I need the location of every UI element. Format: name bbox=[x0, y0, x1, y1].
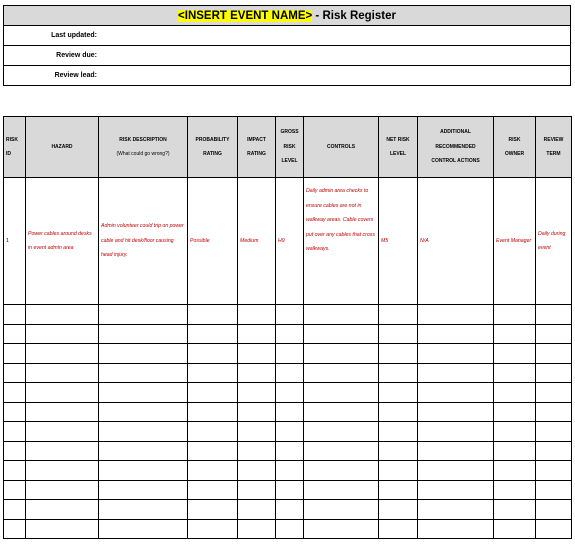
column-header-risk-id bbox=[4, 117, 26, 178]
header-line: HAZARD bbox=[51, 143, 73, 150]
empty-cell[interactable] bbox=[276, 403, 304, 422]
empty-cell[interactable] bbox=[276, 461, 304, 481]
cell-description[interactable]: Admin volunteer could trip on power cable and hit desk/floor causing head injury. bbox=[99, 178, 188, 305]
empty-cell[interactable] bbox=[418, 403, 494, 422]
header-line: NET RISK bbox=[386, 136, 410, 143]
empty-cell[interactable] bbox=[536, 520, 572, 539]
cell-risk-id[interactable]: 1 bbox=[4, 178, 26, 305]
empty-cell[interactable] bbox=[26, 383, 99, 403]
document-title bbox=[4, 6, 571, 26]
empty-cell[interactable] bbox=[536, 461, 572, 481]
header-line: CONTROLS bbox=[326, 143, 356, 150]
empty-cell[interactable] bbox=[238, 500, 276, 520]
empty-cell[interactable] bbox=[99, 520, 188, 539]
review-lead-field[interactable] bbox=[4, 66, 571, 86]
empty-cell[interactable] bbox=[188, 500, 238, 520]
empty-cell[interactable] bbox=[4, 344, 26, 364]
empty-cell[interactable] bbox=[4, 481, 26, 500]
empty-risk-row bbox=[4, 500, 572, 520]
empty-risk-row bbox=[4, 481, 572, 500]
empty-cell[interactable] bbox=[536, 500, 572, 520]
empty-cell[interactable] bbox=[494, 403, 536, 422]
cell-controls[interactable]: Daily admin area checks to ensure cables are not in walkway areas. Cable covers put over any cables that cross walkways. bbox=[304, 178, 379, 305]
empty-cell[interactable] bbox=[304, 305, 379, 325]
title-suffix: - Risk Register bbox=[312, 9, 396, 22]
empty-cell[interactable] bbox=[494, 422, 536, 442]
empty-cell[interactable] bbox=[304, 325, 379, 344]
empty-cell[interactable] bbox=[4, 383, 26, 403]
empty-cell[interactable] bbox=[188, 344, 238, 364]
empty-cell[interactable] bbox=[4, 325, 26, 344]
empty-cell[interactable] bbox=[379, 344, 418, 364]
header-line: ID bbox=[6, 151, 11, 157]
cell-hazard[interactable]: Power cables around desks in event admin area bbox=[26, 178, 99, 305]
empty-cell[interactable] bbox=[494, 520, 536, 539]
empty-cell[interactable] bbox=[276, 383, 304, 403]
header-line: RATING bbox=[247, 151, 266, 157]
empty-cell[interactable] bbox=[188, 481, 238, 500]
empty-cell[interactable] bbox=[276, 422, 304, 442]
empty-cell[interactable] bbox=[26, 442, 99, 461]
empty-cell[interactable] bbox=[418, 520, 494, 539]
header-line: ADDITIONAL bbox=[440, 129, 471, 136]
header-line: RISK DESCRIPTION bbox=[119, 136, 167, 143]
empty-cell[interactable] bbox=[494, 461, 536, 481]
cell-review-term[interactable]: Daily during event bbox=[536, 178, 572, 305]
empty-cell[interactable] bbox=[379, 500, 418, 520]
header-subtitle: (What could go wrong?) bbox=[116, 151, 170, 157]
empty-cell[interactable] bbox=[99, 481, 188, 500]
empty-cell[interactable] bbox=[276, 481, 304, 500]
empty-cell[interactable] bbox=[494, 344, 536, 364]
empty-cell[interactable] bbox=[99, 500, 188, 520]
empty-cell[interactable] bbox=[418, 305, 494, 325]
empty-cell[interactable] bbox=[4, 422, 26, 442]
empty-cell[interactable] bbox=[238, 520, 276, 539]
empty-cell[interactable] bbox=[99, 364, 188, 383]
header-line: RISK bbox=[283, 143, 296, 150]
empty-cell[interactable] bbox=[99, 305, 188, 325]
empty-cell[interactable] bbox=[276, 442, 304, 461]
empty-cell[interactable] bbox=[188, 461, 238, 481]
empty-cell[interactable] bbox=[26, 305, 99, 325]
cell-additional-actions[interactable]: N/A bbox=[418, 178, 494, 305]
empty-cell[interactable] bbox=[4, 364, 26, 383]
empty-cell[interactable] bbox=[4, 500, 26, 520]
cell-risk-owner[interactable]: Event Manager bbox=[494, 178, 536, 305]
empty-cell[interactable] bbox=[188, 383, 238, 403]
empty-cell[interactable] bbox=[276, 500, 304, 520]
empty-cell[interactable] bbox=[238, 481, 276, 500]
empty-cell[interactable] bbox=[99, 325, 188, 344]
empty-cell[interactable] bbox=[26, 325, 99, 344]
empty-cell[interactable] bbox=[188, 403, 238, 422]
header-line: RECOMMENDED bbox=[435, 143, 476, 150]
empty-cell[interactable] bbox=[238, 305, 276, 325]
empty-cell[interactable] bbox=[379, 422, 418, 442]
cell-probability[interactable]: Possible bbox=[188, 178, 238, 305]
header-line: CONTROL ACTIONS bbox=[431, 158, 480, 165]
empty-cell[interactable] bbox=[536, 383, 572, 403]
empty-cell[interactable] bbox=[188, 364, 238, 383]
last-updated-label: Last updated: bbox=[51, 32, 97, 39]
empty-cell[interactable] bbox=[276, 325, 304, 344]
header-line: LEVEL bbox=[281, 158, 298, 165]
header-line: RATING bbox=[203, 151, 222, 157]
empty-cell[interactable] bbox=[99, 461, 188, 481]
empty-cell[interactable] bbox=[379, 403, 418, 422]
column-header-impact-rating bbox=[238, 117, 276, 178]
header-line: RISK bbox=[6, 136, 18, 143]
empty-cell[interactable] bbox=[418, 325, 494, 344]
column-header-controls bbox=[304, 117, 379, 178]
empty-cell[interactable] bbox=[304, 383, 379, 403]
header-line: REVIEW bbox=[543, 136, 564, 143]
empty-cell[interactable] bbox=[536, 403, 572, 422]
header-line: GROSS bbox=[280, 129, 299, 136]
empty-cell[interactable] bbox=[238, 364, 276, 383]
empty-cell[interactable] bbox=[238, 442, 276, 461]
empty-cell[interactable] bbox=[418, 383, 494, 403]
empty-risk-row bbox=[4, 403, 572, 422]
empty-cell[interactable] bbox=[188, 325, 238, 344]
empty-risk-row bbox=[4, 325, 572, 344]
empty-cell[interactable] bbox=[4, 520, 26, 539]
empty-cell[interactable] bbox=[418, 344, 494, 364]
empty-risk-row bbox=[4, 520, 572, 539]
empty-cell[interactable] bbox=[4, 461, 26, 481]
review-due-field[interactable] bbox=[4, 46, 571, 66]
empty-cell[interactable] bbox=[188, 305, 238, 325]
header-line: TERM bbox=[546, 151, 561, 157]
empty-cell[interactable] bbox=[536, 344, 572, 364]
empty-cell[interactable] bbox=[99, 383, 188, 403]
empty-cell[interactable] bbox=[99, 344, 188, 364]
empty-cell[interactable] bbox=[494, 481, 536, 500]
empty-cell[interactable] bbox=[379, 442, 418, 461]
empty-cell[interactable] bbox=[276, 305, 304, 325]
empty-cell[interactable] bbox=[276, 364, 304, 383]
empty-cell[interactable] bbox=[4, 305, 26, 325]
empty-cell[interactable] bbox=[418, 500, 494, 520]
empty-cell[interactable] bbox=[26, 422, 99, 442]
column-header-net-risk-level bbox=[379, 117, 418, 178]
empty-risk-row bbox=[4, 442, 572, 461]
empty-risk-row bbox=[4, 344, 572, 364]
empty-cell[interactable] bbox=[304, 500, 379, 520]
empty-cell[interactable] bbox=[379, 481, 418, 500]
header-line: IMPACT bbox=[247, 136, 266, 143]
empty-cell[interactable] bbox=[26, 344, 99, 364]
empty-risk-row bbox=[4, 422, 572, 442]
empty-cell[interactable] bbox=[276, 520, 304, 539]
empty-cell[interactable] bbox=[238, 422, 276, 442]
empty-cell[interactable] bbox=[304, 481, 379, 500]
empty-cell[interactable] bbox=[304, 344, 379, 364]
empty-cell[interactable] bbox=[188, 442, 238, 461]
empty-cell[interactable] bbox=[304, 461, 379, 481]
empty-cell[interactable] bbox=[304, 403, 379, 422]
header-line: PROBABILITY bbox=[195, 136, 230, 143]
empty-risk-row bbox=[4, 305, 572, 325]
empty-cell[interactable] bbox=[536, 305, 572, 325]
review-lead-label: Review lead: bbox=[54, 72, 97, 79]
empty-cell[interactable] bbox=[304, 520, 379, 539]
empty-cell[interactable] bbox=[304, 422, 379, 442]
cell-gross-risk[interactable]: H9 bbox=[276, 178, 304, 305]
empty-cell[interactable] bbox=[379, 325, 418, 344]
empty-cell[interactable] bbox=[26, 403, 99, 422]
empty-cell[interactable] bbox=[238, 344, 276, 364]
column-header-risk-description bbox=[99, 117, 188, 178]
review-due-label: Review due: bbox=[56, 52, 97, 59]
column-header-additional-control-actions bbox=[418, 117, 494, 178]
empty-cell[interactable] bbox=[418, 422, 494, 442]
last-updated-field[interactable] bbox=[4, 26, 571, 46]
empty-cell[interactable] bbox=[536, 364, 572, 383]
header-line: LEVEL bbox=[389, 151, 407, 157]
empty-risk-row bbox=[4, 461, 572, 481]
empty-cell[interactable] bbox=[379, 461, 418, 481]
column-header-review-term bbox=[536, 117, 572, 178]
empty-cell[interactable] bbox=[238, 403, 276, 422]
empty-cell[interactable] bbox=[379, 383, 418, 403]
empty-cell[interactable] bbox=[494, 364, 536, 383]
column-header-hazard bbox=[26, 117, 99, 178]
empty-cell[interactable] bbox=[379, 520, 418, 539]
empty-cell[interactable] bbox=[99, 403, 188, 422]
empty-cell[interactable] bbox=[4, 403, 26, 422]
empty-cell[interactable] bbox=[418, 481, 494, 500]
empty-cell[interactable] bbox=[99, 442, 188, 461]
empty-cell[interactable] bbox=[494, 305, 536, 325]
column-header-gross-risk-level bbox=[276, 117, 304, 178]
empty-cell[interactable] bbox=[238, 325, 276, 344]
empty-cell[interactable] bbox=[536, 422, 572, 442]
cell-net-risk[interactable]: M5 bbox=[379, 178, 418, 305]
empty-cell[interactable] bbox=[304, 364, 379, 383]
risk-register-table bbox=[3, 116, 572, 539]
empty-cell[interactable] bbox=[536, 442, 572, 461]
header-line: OWNER bbox=[504, 151, 525, 157]
column-header-risk-owner bbox=[494, 117, 536, 178]
column-header-row bbox=[4, 117, 572, 178]
empty-cell[interactable] bbox=[379, 305, 418, 325]
empty-cell[interactable] bbox=[418, 461, 494, 481]
register-header bbox=[3, 5, 571, 86]
empty-cell[interactable] bbox=[494, 325, 536, 344]
empty-cell[interactable] bbox=[238, 383, 276, 403]
empty-cell[interactable] bbox=[238, 461, 276, 481]
empty-cell[interactable] bbox=[26, 364, 99, 383]
event-name-placeholder[interactable]: <INSERT EVENT NAME> bbox=[178, 9, 313, 22]
empty-cell[interactable] bbox=[494, 500, 536, 520]
empty-cell[interactable] bbox=[26, 461, 99, 481]
empty-cell[interactable] bbox=[276, 344, 304, 364]
empty-cell[interactable] bbox=[188, 520, 238, 539]
empty-cell[interactable] bbox=[304, 442, 379, 461]
empty-cell[interactable] bbox=[4, 442, 26, 461]
empty-risk-row bbox=[4, 383, 572, 403]
empty-cell[interactable] bbox=[494, 442, 536, 461]
empty-cell[interactable] bbox=[99, 422, 188, 442]
empty-cell[interactable] bbox=[26, 500, 99, 520]
empty-cell[interactable] bbox=[26, 520, 99, 539]
empty-cell[interactable] bbox=[26, 481, 99, 500]
empty-cell[interactable] bbox=[418, 442, 494, 461]
column-header-probability-rating bbox=[188, 117, 238, 178]
empty-cell[interactable] bbox=[494, 383, 536, 403]
cell-impact[interactable]: Medium bbox=[238, 178, 276, 305]
empty-risk-row bbox=[4, 364, 572, 383]
header-line: RISK bbox=[508, 136, 521, 143]
empty-cell[interactable] bbox=[536, 481, 572, 500]
empty-cell[interactable] bbox=[418, 364, 494, 383]
sample-risk-row bbox=[4, 178, 572, 305]
empty-cell[interactable] bbox=[188, 422, 238, 442]
empty-cell[interactable] bbox=[379, 364, 418, 383]
empty-cell[interactable] bbox=[536, 325, 572, 344]
